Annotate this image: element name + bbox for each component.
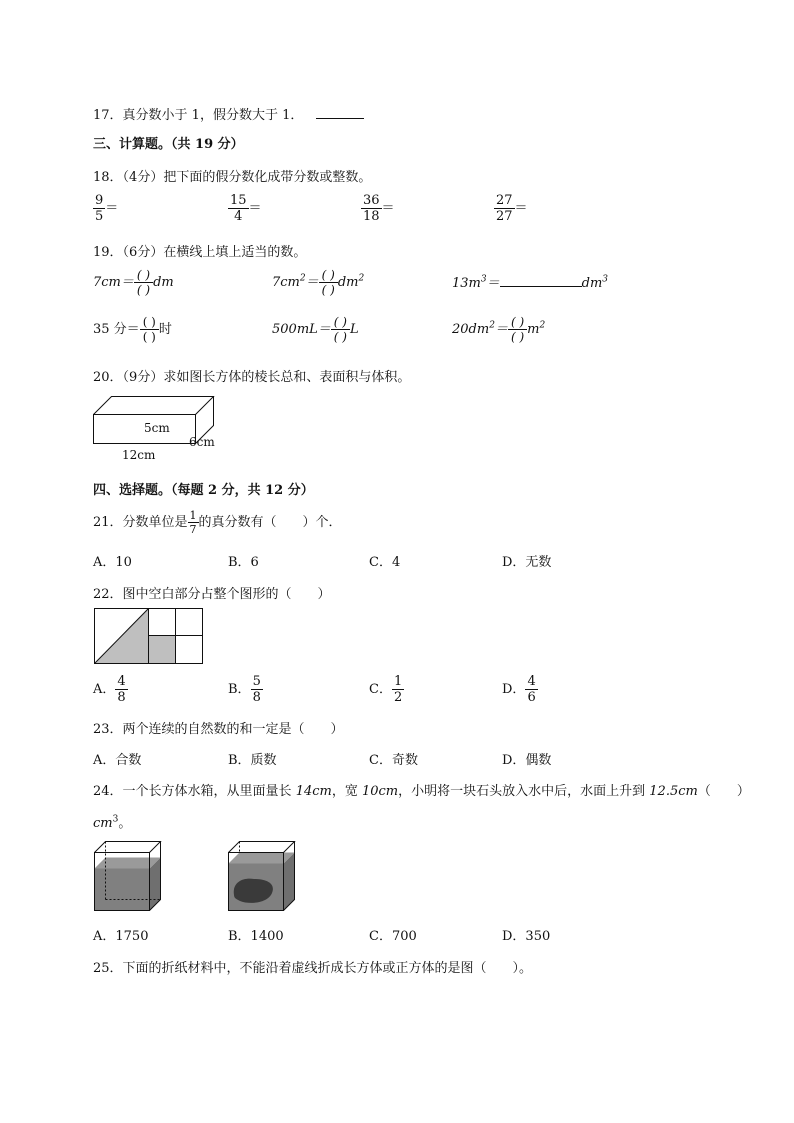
q19-item-3-blank[interactable] [500, 286, 582, 287]
q24-option-b[interactable]: B．1400 [228, 929, 284, 944]
q18-text: 18．（4分）把下面的假分数化成带分数或整数。 [93, 170, 372, 185]
section-4-title: 四、选择题。（每题 2 分，共 12 分） [93, 483, 314, 498]
cuboid-height-label: 5cm [144, 421, 170, 435]
q22-option-a[interactable]: A． $\frac{4}{8}$ [93, 674, 126, 705]
q23-option-c[interactable]: C．奇数 [369, 753, 418, 768]
q21-option-c[interactable]: C．4 [369, 555, 401, 570]
q23-option-b[interactable]: B．质数 [228, 753, 277, 768]
q22-text: 22．图中空白部分占整个图形的（ ） [93, 587, 331, 602]
q22-figure [94, 608, 204, 664]
q21-option-b[interactable]: B．6 [228, 555, 259, 570]
q25-text: 25．下面的折纸材料中，不能沿着虚线折成长方体或正方体的是图（ ）。 [93, 961, 533, 976]
q24-option-c[interactable]: C．700 [369, 929, 417, 944]
q19-item-6: $20dm^2=$ ( ) ( ) $m^2$ [452, 315, 546, 344]
q19-item-5: 500mL＝ ( ) ( ) L [272, 315, 359, 344]
q21-option-a[interactable]: A．10 [93, 555, 132, 570]
q18-item-3: $\frac{36}{18}$ ＝ [363, 193, 395, 224]
q23-text: 23．两个连续的自然数的和一定是（ ） [93, 722, 344, 737]
q24-option-d[interactable]: D．350 [502, 929, 551, 944]
q22-option-c[interactable]: C． $\frac{1}{2}$ [369, 674, 403, 705]
q17-text: 17．真分数小于 1，假分数大于 1． [93, 104, 364, 123]
q19-item-3: $13m^3= dm^3$ [452, 274, 609, 291]
q21-text: 21．分数单位是 $\frac{1}{7}$ 的真分数有（ ）个． [93, 509, 342, 536]
q18-item-4: $\frac{27}{27}$ ＝ [496, 193, 528, 224]
section-3-title: 三、计算题。（共 19 分） [93, 137, 244, 152]
q22-option-b[interactable]: B． $\frac{5}{8}$ [228, 674, 261, 705]
tank-after-figure [228, 841, 298, 913]
q24-text-line1: 24．一个长方体水箱，从里面量长 14cm，宽 10cm，小明将一块石头放入水中后，水面上升到 12.5cm（ ） [93, 784, 750, 799]
q19-item-4: 35 分＝ ( ) ( ) 时 [93, 315, 172, 344]
q18-item-1: $\frac{9}{5}$ ＝ [95, 193, 119, 224]
q24-text-line2: $cm^3$。 [93, 814, 132, 831]
q20-text: 20．（9分）求如图长方体的棱长总和、表面积与体积。 [93, 370, 411, 385]
cuboid-length-label: 12cm [122, 448, 156, 462]
q24-option-a[interactable]: A．1750 [93, 929, 149, 944]
q17-answer-blank[interactable] [316, 118, 364, 119]
q19-item-2: $7cm^2=$ ( ) ( ) $dm^2$ [272, 268, 365, 297]
q19-text: 19．（6分）在横线上填上适当的数。 [93, 245, 307, 260]
tank-before-figure [94, 841, 164, 913]
q23-option-d[interactable]: D．偶数 [502, 753, 552, 768]
q23-option-a[interactable]: A．合数 [93, 753, 142, 768]
q18-item-2: $\frac{15}{4}$ ＝ [230, 193, 262, 224]
q21-option-d[interactable]: D．无数 [502, 555, 552, 570]
q22-option-d[interactable]: D． $\frac{4}{6}$ [502, 674, 536, 705]
cuboid-width-label: 6cm [189, 435, 215, 449]
q19-item-1: 7cm＝ ( ) ( ) dm [93, 268, 174, 297]
